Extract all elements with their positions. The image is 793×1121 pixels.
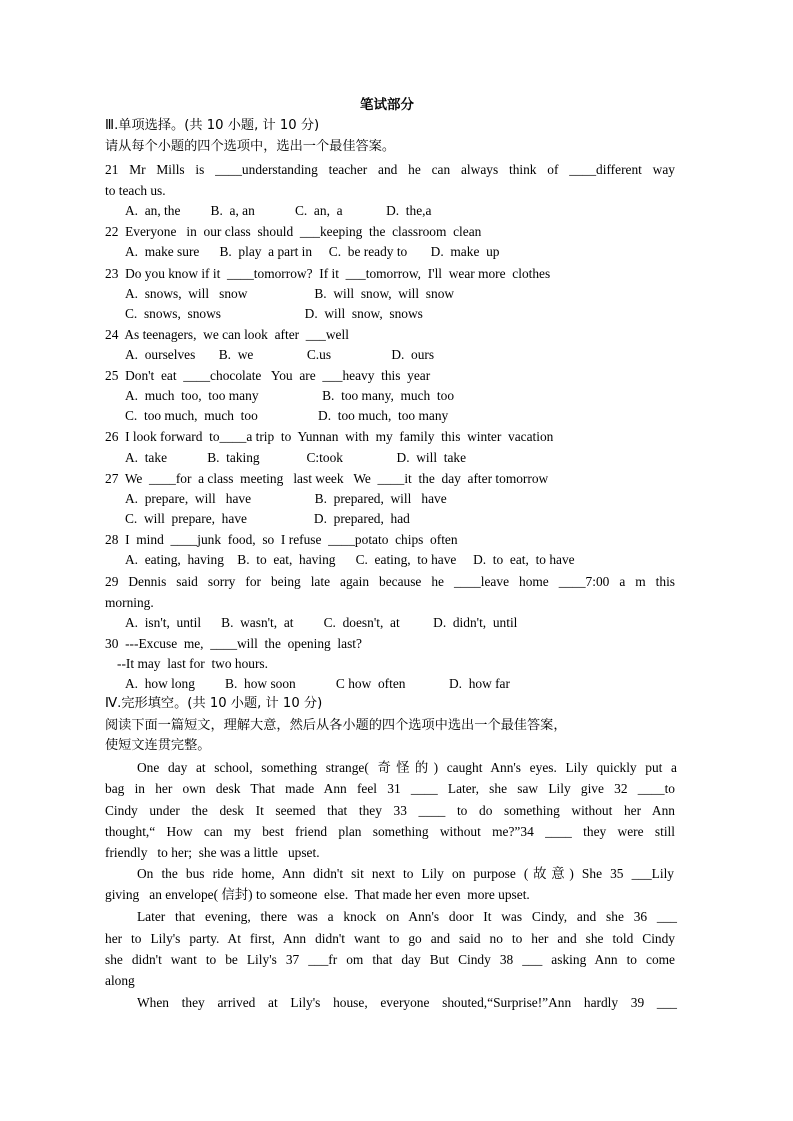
question-27-options-ab: A. prepare, will have B. prepared, will have bbox=[125, 491, 447, 506]
question-23-stem: 23 Do you know if it ____tomorrow? If it ___tomorrow, I'll wear more clothes bbox=[105, 266, 551, 281]
question-25-options-cd: C. too much, much too D. too much, too many bbox=[125, 408, 449, 423]
passage-line: bag in her own desk That made Ann feel 31 ____ Later, she saw Lily give 32 ____to bbox=[105, 781, 675, 796]
question-22-stem: 22 Everyone in our class should ___keeping the classroom clean bbox=[105, 224, 482, 239]
question-30-stem: 30 ---Excuse me, ____will the opening last? bbox=[105, 636, 362, 651]
question-21-options: A. an, the B. a, an C. an, a D. the,a bbox=[125, 203, 432, 218]
question-23-options-cd: C. snows, snows D. will snow, snows bbox=[125, 306, 423, 321]
question-28-stem: 28 I mind ____junk food, so I refuse ____potato chips often bbox=[105, 532, 458, 547]
question-26-options: A. take B. taking C:took D. will take bbox=[125, 450, 467, 465]
section-3-instruction: 请从每个小题的四个选项中，选出一个最佳答案。 bbox=[105, 139, 396, 154]
question-21-stem-cont: to teach us. bbox=[105, 183, 166, 198]
question-29-stem: 29 Dennis said sorry for being late again because he ____leave home ____7:00 a m this bbox=[105, 574, 675, 589]
question-28-options: A. eating, having B. to eat, having C. eating, to have D. to eat, to have bbox=[125, 552, 575, 567]
passage-line: When they arrived at Lily's house, everyone shouted,“Surprise!”Ann hardly 39 ___ bbox=[137, 995, 677, 1010]
question-23-options-ab: A. snows, will snow B. will snow, will snow bbox=[125, 286, 455, 301]
question-21-stem: 21 Mr Mills is ____understanding teacher and he can always think of ____different way bbox=[105, 162, 675, 177]
passage-line: On the bus ride home, Ann didn't sit next to Lily on purpose (故意) She 35 ___Lily bbox=[137, 866, 674, 881]
question-30-reply: --It may last for two hours. bbox=[117, 656, 268, 671]
passage-line: friendly to her; she was a little upset. bbox=[105, 845, 320, 860]
question-24-options: A. ourselves B. we C.us D. ours bbox=[125, 347, 435, 362]
section-4-heading: Ⅳ.完形填空。(共 10 小题, 计 10 分) bbox=[105, 696, 323, 711]
passage-line: along bbox=[105, 973, 135, 988]
question-25-stem: 25 Don't eat ____chocolate You are ___heavy this year bbox=[105, 368, 431, 383]
passage-line: her to Lily's party. At first, Ann didn't want to go and said no to her and she told Cindy bbox=[105, 931, 675, 946]
passage-line: thought,“ How can my best friend plan something without me?”34 ____ they were still bbox=[105, 824, 675, 839]
passage-line: One day at school, something strange( 奇怪的) caught Ann's eyes. Lily quickly put a bbox=[137, 760, 677, 775]
question-29-options: A. isn't, until B. wasn't, at C. doesn't, at D. didn't, until bbox=[125, 615, 518, 630]
section-4-instruction-1: 阅读下面一篇短文，理解大意，然后从各小题的四个选项中选出一个最佳答案， bbox=[105, 718, 567, 733]
question-27-options-cd: C. will prepare, have D. prepared, had bbox=[125, 511, 410, 526]
question-29-stem-cont: morning. bbox=[105, 595, 154, 610]
question-26-stem: 26 I look forward to____a trip to Yunnan with my family this winter vacation bbox=[105, 429, 554, 444]
section-4-instruction-2: 使短文连贯完整。 bbox=[105, 738, 211, 753]
passage-line: she didn't want to be Lily's 37 ___fr om that day But Cindy 38 ___ asking Ann to come bbox=[105, 952, 675, 967]
question-27-stem: 27 We ____for a class meeting last week We ____it the day after tomorrow bbox=[105, 471, 549, 486]
question-22-options: A. make sure B. play a part in C. be ready to D. make up bbox=[125, 244, 500, 259]
section-3-heading: Ⅲ.单项选择。(共 10 小题, 计 10 分) bbox=[105, 118, 320, 133]
question-24-stem: 24 As teenagers, we can look after ___well bbox=[105, 327, 349, 342]
passage-line: giving an envelope( 信封) to someone else. That made her even more upset. bbox=[105, 887, 530, 902]
passage-line: Later that evening, there was a knock on Ann's door It was Cindy, and she 36 ___ bbox=[137, 909, 677, 924]
passage-line: Cindy under the desk It seemed that they 33 ____ to do something without her Ann bbox=[105, 803, 675, 818]
page-title: 笔试部分 bbox=[360, 97, 414, 113]
question-25-options-ab: A. much too, too many B. too many, much too bbox=[125, 388, 455, 403]
question-30-options: A. how long B. how soon C how often D. how far bbox=[125, 676, 510, 691]
